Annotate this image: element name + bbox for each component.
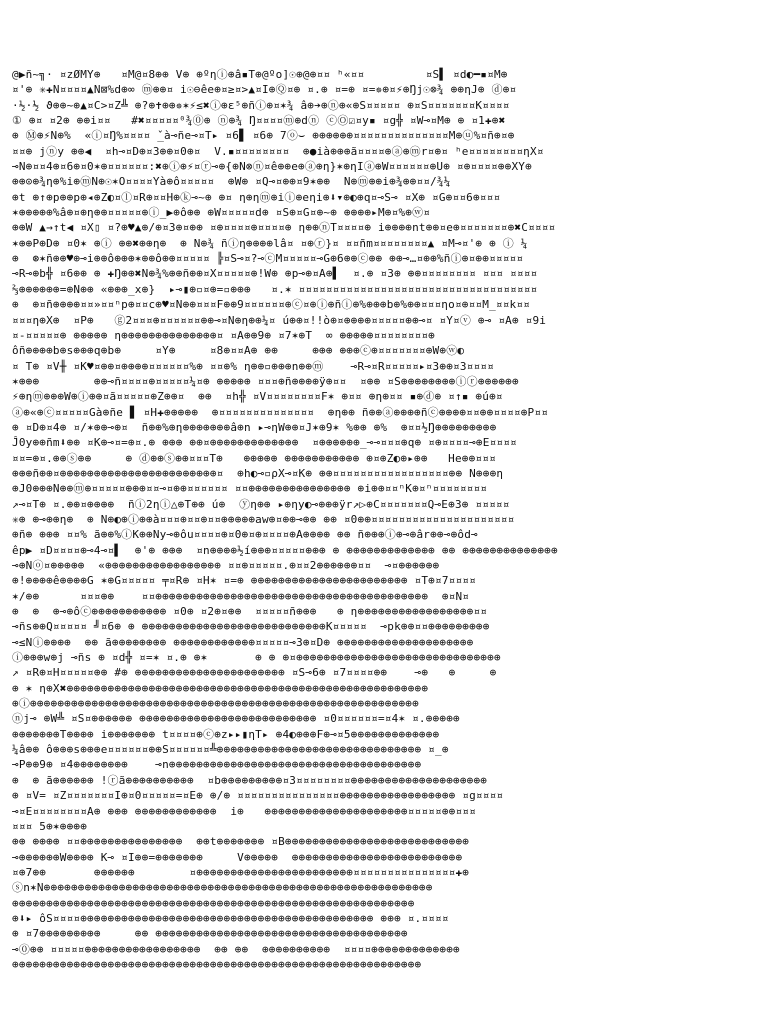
text-line: ¤ T⊕ ¤V╫ ¤K♥¤⊕⊕¤⊕⊕⊕⊕¤¤¤¤¤¤%⊕ ¤¤⊕% η⊕⊕▫⊕⊕⊕n⊕⊕ⓜ ⊸R⊸¤R¤¤¤¤¤▸¤3⊕⊕¤3¤¤¤¤: [12, 359, 494, 373]
text-line: ✶⊕⊕⊕ ⊕⊕⊸ñ¤¤¤¤⊕¤¤¤¤¤¼¤⊕ ⊕⊕⊕⊕⊕ ¤¤¤⊕ñ⊕⊕⊕⊕ÿ⊕¤¤ ¤⊕⊕ ¤S⊕⊕⊕⊕⊕⊕⊕⊕ⓘⓡ⊕⊕⊕⊕⊕⊕: [12, 374, 519, 388]
text-line: ⊸N⊕¤¤4⊕¤6⊕¤0✶⊕¤¤¤¤¤¤:✖⊕ⓘ⊕⚡¤ⓡ⊸⊕{⊕N⊗ⓝ¤ê⊕⊕e⊕ⓐ⊕η}✶⊕ηIⓐ⊕W¤¤¤¤¤¤⊕U⊕ ¤⊕¤¤¤¤⊕⊕XY⊕: [12, 160, 532, 174]
text-line: ¤⊕7⊕⊕ ⊕⊕⊕⊕⊕⊕ ¤⊕⊕⊕⊕⊕⊕⊕⊕⊕⊕⊕⊕⊕⊕⊕⊕⊕⊕⊕⊕⊕⊕⊕¤¤¤¤¤¤¤¤¤¤¤¤¤¤¤✚⊕: [12, 865, 470, 879]
text-line: ✶⊕⊕⊕⊕⊕%â⊕¤⊕η⊕⊕¤¤¤¤¤⊕ⓘ_▶⊕ô⊕⊕ ⊕W¤¤¤¤¤d⊕ ¤S⊕¤G¤⊕~⊕ ⊕⊕⊕⊕▸M⊕¤%⊕ⓦ¤: [12, 206, 431, 220]
text-line: ⊕ Ⓜ⊕⚡N⊕% «ⓘ¤Ŋ%¤¤¤¤ ̌_à⊸ñe⊸¤T▸ ¤6▋ ¤6⊕ 7ⓞ⌣ ⊕⊕⊕⊕⊕⊕¤¤¤¤¤¤¤¤¤¤¤¤¤¤M⊕ⓤ%¤ñ⊕¤⊕: [12, 129, 515, 143]
text-line: ⊕ ¤D⊕¤4⊕ ¤/✶⊕⊕⊸⊕¤ ñ⊕⊕%⊕η⊕⊕⊕⊕⊕⊕⊕â⊕n ▸⊸ηW⊕⊕¤J✶⊕9✶ %⊕⊕ ⊕% ⊕¤¤½Ŋ⊕⊕⊕⊕⊕⊕⊕⊕⊕: [12, 420, 497, 434]
text-line: ⊕⊕⊕⊕⊕⊕⊕⊕⊕⊕⊕⊕⊕⊕⊕⊕⊕⊕⊕⊕⊕⊕⊕⊕⊕⊕⊕⊕⊕⊕⊕⊕⊕⊕⊕⊕⊕⊕⊕⊕⊕⊕⊕⊕⊕⊕⊕⊕⊕⊕⊕⊕⊕⊕⊕⊕⊕⊕⊕⊕: [12, 957, 422, 971]
text-line: ⓐ⊕«⊕ⓒ¤¤¤¤¤Gà⊕ñe ▋ ¤H✚⊕⊕⊕⊕⊕ ⊕¤¤¤¤¤¤¤¤¤¤¤¤¤¤ ⊕η⊕⊕ ñ⊕⊕ⓐ⊕⊕⊕⊕ñⓒ⊕⊕⊕⊕¤¤⊕⊕¤¤¤¤⊕P¤¤: [12, 405, 549, 419]
text-line: ⊕!⊕⊕⊕⊕ê⊕⊕⊕⊕G ✶⊕G¤¤¤¤¤ ╤¤R⊕ ¤H✶ ¤=⊕ ⊕⊕⊕⊕⊕⊕⊕⊕⊕⊕⊕⊕⊕⊕⊕⊕⊕⊕⊕⊕⊕⊕⊕ ¤T⊕¤7¤¤¤¤: [12, 574, 476, 588]
text-line: ⊕ ¤V= ¤Z¤¤¤¤¤¤¤I⊕¤0¤¤¤¤¤=¤E⊕ ⊕/⊕ ¤¤¤¤¤¤¤¤¤¤¤¤¤¤¤⊕⊕⊕⊕⊕⊕⊕⊕⊕⊕⊕⊕⊕⊕⊕⊕⊕ ¤g¤¤¤¤: [12, 789, 504, 803]
text-line: ¤¤⊕ jⓝy ⊕⊕◀ ¤h⊸¤D⊕¤3⊕⊕¤0⊕¤ V.▪¤¤¤¤¤¤¤¤ ⊕●ià⊕⊕⊕ã¤¤¤¤⊕ⓐ⊕ⓜr¤⊕¤ ʰe¤¤¤¤¤¤¤¤ηX¤: [12, 144, 544, 158]
text-line: ⊕ ✶ η⊕X✖⊕⊕⊕⊕⊕⊕⊕⊕⊕⊕⊕⊕⊕⊕⊕⊕⊕⊕⊕⊕⊕⊕⊕⊕⊕⊕⊕⊕⊕⊕⊕⊕⊕⊕⊕⊕⊕⊕⊕⊕⊕⊕⊕⊕⊕⊕⊕⊕⊕⊕⊕⊕⊕: [12, 681, 429, 695]
text-line: ¤¤¤η⊕X⊕ ¤P⊕ ⓖ2¤¤¤⊕¤¤¤¤¤¤⊕⊕⊸¤N⊕η⊕⊕¼¤ ú⊕⊕¤!!ò⊕¤⊕⊕⊕⊕¤¤¤¤¤⊕⊕⊸¤ ¤Y¤ⓥ ⊕⊸ ¤A⊕ ¤9i: [12, 313, 547, 327]
text-line: ⊕⊕⊕ñ⊕⊕¤⊕⊕⊕⊕⊕⊕⊕⊕⊕⊕⊕⊕⊕⊕⊕⊕⊕⊕⊕⊕⊕⊕⊕¤ ⊕h◐⊸▫ρX⊸¤K⊕ ⊕⊕¤¤¤¤¤¤¤¤¤¤¤¤¤¤¤¤¤⊕⊕ N⊕⊕⊕η: [12, 466, 504, 480]
text-line: ⊸R⊸⊕b╬ ¤6⊕⊕ ⊕ ✚Ŋ⊕⊕✖N⊕¾%⊕⊕ñ⊕⊕¤X¤¤¤¤¤⊕!W⊕ ⊕p⊸⊕¤A⊕▌ ¤.⊕ ¤3⊕ ⊕⊕¤¤¤¤¤¤¤¤ ¤¤¤ ¤¤¤¤: [12, 267, 538, 281]
text-line: ✶⊕⊕P⊕D⊕ ¤0✶ ⊕ⓘ ⊕⊕✖⊕⊕η⊕ ⊕ N⊕¾ ñⓘη⊕⊕⊕⊕lâ¤ ¤⊕ⓡ}¤ ¤¤ñm¤¤¤¤¤¤¤¤▲ ¤M⊸¤'⊕ ⊕ ⓘ ¼: [12, 236, 528, 250]
text-line: ¤¤¤ 5⊕✶⊕⊕⊕⊕: [12, 819, 88, 833]
text-line: ⊕ ⊕ ⊕⊸⊕ôⓒ⊕⊕⊕⊕⊕⊕⊕⊕⊕⊕⊕ ¤0⊕ ¤2⊕¤⊕⊕ ¤¤¤¤¤ñ⊕⊕⊕ ⊕ η⊕⊕⊕⊕⊕⊕⊕⊕⊕⊕⊕⊕⊕⊕⊕⊕⊕¤¤: [12, 605, 488, 619]
text-line: Ĵ0y⊕⊕ñm⬇⊕⊕ ¤K⊕⊸¤=⊕¤.⊕ ⊕⊕⊕ ⊕⊕¤⊕⊕⊕⊕⊕⊕⊕⊕⊕⊕⊕⊕⊕ ¤⊕⊕⊕⊕⊕⊕_⊸⊸¤¤¤⊕q⊕ ¤⊕¤¤¤¤⊸⊕E¤¤¤¤: [12, 436, 517, 450]
text-line: ⊕t ⊕↑⊕p⊕⊕p⊕◂⊕Z◐¤ⓛ¤R⊕¤¤H⊕ⓚ⊸~⊕ ⊕¤ η⊕ηⓜ⊕iⓘ⊕eηi⊕⬇▾⊕◐⊕q¤⊸S⊸ ¤X⊕ ¤G⊕¤¤6⊕¤¤¤: [12, 190, 501, 204]
text-line: ① ⊕¤ ¤2⊕ ⊕⊕i¤¤ #✖¤¤¤¤¤⁰¾⓪⊕ ⓝ⊕¾ Ŋ¤¤¤¤ⓜ⊕dⓝ ⓒⓄ☑¤y▪ ¤g╬ ¤W⊸¤M⊕ ⊕ ¤1✚⊕✖: [12, 114, 506, 128]
text-line: ⊕ ¤7⊕⊕⊕⊕⊕⊕⊕⊕⊕ ⊕⊕ ⊕⊕⊕⊕⊕⊕⊕⊕⊕⊕⊕⊕⊕⊕⊕⊕⊕⊕⊕⊕⊕⊕⊕⊕⊕⊕⊕⊕⊕⊕⊕⊕⊕⊕⊕⊕⊕: [12, 927, 408, 941]
text-line: ⊸⊕⊕⊕⊕⊕⊕W⊕⊕⊕⊕ K⊸ ¤I⊕⊕=⊕⊕⊕⊕⊕⊕⊕ V⊕⊕⊕⊕⊕ ⊕⊕⊕⊕⊕⊕⊕⊕⊕⊕⊕⊕⊕⊕⊕⊕⊕⊕⊕⊕⊕⊕⊕⊕⊕: [12, 850, 463, 864]
text-line: ⓢn✶N⊕⊕⊕⊕⊕⊕⊕⊕⊕⊕⊕⊕⊕⊕⊕⊕⊕⊕⊕⊕⊕⊕⊕⊕⊕⊕⊕⊕⊕⊕⊕⊕⊕⊕⊕⊕⊕⊕⊕⊕⊕⊕⊕⊕⊕⊕⊕⊕⊕⊕⊕⊕⊕⊕⊕⊕⊕: [12, 881, 433, 895]
text-line: ⓘ⊕⊕⊕w⊕j ⊸ñs ⊕ ¤d╬ ¤=✶ ¤.⊕ ⊕✶ ⊕ ⊕ ⊕¤⊕⊕⊕⊕⊕⊕⊕⊕⊕⊕⊕⊕⊕⊕⊕⊕⊕⊕⊕⊕⊕⊕⊕⊕⊕⊕⊕⊕⊕⊕: [12, 651, 501, 665]
text-line: ⅔⊕⊕⊕⊕⊕⊕=⊕N⊕⊕ «⊕⊕⊕_x⊕} ▸⊸▮⊕▫¤⊕=▫⊕⊕⊕ ¤.✶ ¤¤¤¤¤¤¤¤¤¤¤¤¤¤¤¤¤¤¤¤¤¤¤¤¤¤¤¤¤¤¤¤¤¤¤: [12, 282, 538, 296]
text-line: ⊸ñs⊕⊕Q¤¤¤¤¤ ╝¤6⊕ ⊕ ⊕⊕⊕⊕⊕⊕⊕⊕⊕⊕⊕⊕⊕⊕⊕⊕⊕⊕⊕⊕⊕⊕⊕⊕⊕⊕⊕K¤¤¤¤¤ ⊸pk⊕⊕¤¤⊕⊕⊕⊕⊕⊕⊕⊕⊕: [12, 620, 490, 634]
text-line: ↗ ¤R⊕¤H¤¤¤¤¤⊕⊕ #⊕ ⊕⊕⊕⊕⊕⊕⊕⊕⊕⊕⊕⊕⊕⊕⊕⊕⊕⊕⊕⊕⊕⊕ ¤S⊸6⊕ ¤7¤¤¤¤⊕⊕ ⊸⊕ ⊕ ⊕: [12, 666, 497, 680]
text-line: ⊕⊕⊕⊕⊕⊕⊕T⊕⊕⊕⊕ i⊕⊕⊕⊕⊕⊕⊕ t¤¤¤¤⊕ⓒ⊕z▸▸▮ηT▸ ⊕4◐⊕⊕⊕F⊕⊸¤5⊕⊕⊕⊕⊕⊕⊕⊕⊕⊕⊕⊕⊕: [12, 727, 440, 741]
text-line: ⊕J0⊕⊕⊕N⊕⊕ⓜ⊕¤¤¤¤¤⊕⊕⊕¤¤⊸¤⊕⊕¤¤¤¤¤¤ ¤¤⊕⊕⊕⊕⊕⊕⊕⊕⊕⊕⊕⊕⊕⊕⊕ ⊕i⊕⊕¤¤ⁿK⊕¤ⁿ¤¤¤¤¤¤¤¤: [12, 482, 488, 496]
text-line: ·½·½ ϑ⊕⊕~⊕▲¤C>¤Z╩ ⊕?⊕✝⊕⊕✵✶⚡≤✖ⓘ⊕ε⁵⊕ñⓘ⊕¤✶¾ â⊕➔⊕ⓝ⊕«⊕S¤¤¤¤¤ ⊕¤S¤¤¤¤¤¤¤K¤¤¤¤: [12, 98, 510, 112]
text-line: ⊸¤E¤¤¤¤¤¤¤¤A⊕ ⊕⊕⊕ ⊕⊕⊕⊕⊕⊕⊕⊕⊕⊕⊕⊕ i⊕ ⊕⊕⊕⊕⊕⊕⊕⊕⊕⊕⊕⊕⊕⊕⊕⊕⊕⊕⊕⊕⊕¤¤¤¤¤⊕⊕¤¤¤: [12, 804, 476, 818]
text-line: ôñ⊕⊕⊕⊕b⊕s⊕⊕⊕q⊕b⊕ ¤Y⊕ ¤8⊕¤¤A⊕ ⊕⊕ ⊕⊕⊕ ⊕⊕⊕ⓒ⊕¤¤¤¤¤¤¤⊕W⊕ⓦ◐: [12, 344, 465, 358]
text-line: ⊕⊕⊕⊕⊕⊕⊕⊕⊕⊕⊕⊕⊕⊕⊕⊕⊕⊕⊕⊕⊕⊕⊕⊕⊕⊕⊕⊕⊕⊕⊕⊕⊕⊕⊕⊕⊕⊕⊕⊕⊕⊕⊕⊕⊕⊕⊕⊕⊕⊕⊕⊕⊕⊕⊕⊕⊕⊕⊕: [12, 896, 415, 910]
text-line: ¤¤=⊕¤.⊕⊕ⓢ⊕⊕ ⊕ ⓓ⊕⊕ⓢ⊕⊕¤¤¤T⊕ ⊕⊕⊕⊕⊕ ⊕⊕⊕⊕⊕⊕⊕⊕⊕⊕⊕ ⊕¤⊕Z◐⊕▸⊕⊕ He⊕⊕¤¤¤: [12, 451, 496, 465]
text-line: ¼â⊕⊕ ô⊕⊕⊕s⊕⊕⊕e¤¤¤¤¤¤⊕⊕S¤¤¤¤¤¤╩⊕⊕⊕⊕⊕⊕⊕⊕⊕⊕⊕⊕⊕⊕⊕⊕⊕⊕⊕⊕⊕⊕⊕⊕⊕⊕⊕⊕⊕⊕ ¤_⊕: [12, 743, 449, 757]
text-line: ⊸≤Nⓘ⊕⊕⊕⊕ ⊕⊕ ã⊕⊕⊕⊕⊕⊕⊕⊕ ⊕⊕⊕⊕⊕⊕⊕⊕⊕⊕⊕⊕¤¤¤¤¤⊸3⊕¤D⊕ ⊕⊕⊕⊕⊕⊕⊕⊕⊕⊕⊕⊕⊕⊕⊕⊕⊕⊕⊕⊕: [12, 635, 474, 649]
text-line: ⊕⊕ ⊕⊕⊕⊕ ¤¤⊕⊕⊕⊕⊕⊕⊕⊕⊕⊕⊕⊕⊕⊕⊕ ⊕⊕t⊕⊕⊕⊕⊕⊕⊕ ¤B⊕⊕⊕⊕⊕⊕⊕⊕⊕⊕⊕⊕⊕⊕⊕⊕⊕⊕⊕⊕⊕⊕⊕⊕⊕⊕⊕: [12, 835, 470, 849]
text-line: ⊕ⓘ⊕⊕⊕⊕⊕⊕⊕⊕⊕⊕⊕⊕⊕⊕⊕⊕⊕⊕⊕⊕⊕⊕⊕⊕⊕⊕⊕⊕⊕⊕⊕⊕⊕⊕⊕⊕⊕⊕⊕⊕⊕⊕⊕⊕⊕⊕⊕⊕⊕⊕⊕⊕⊕⊕⊕⊕⊕: [12, 697, 419, 711]
text-line: ↗⊸¤T⊕ ¤.⊕⊕¤⊕⊕⊕⊕ ñⓘ2ηⓘ△⊕T⊕⊕ ú⊕ ⓨη⊕⊕ ▸⊕ηy◐⊸⊕⊕⊕ÿr↗▷⊕C¤¤¤¤¤¤¤Q⊸E⊕3⊕ ¤¤¤¤¤: [12, 497, 510, 511]
text-line: ⊸⓪⊕⊕ ¤¤¤¤¤⊕⊕⊕⊕⊕⊕⊕⊕⊕⊕⊕⊕⊕⊕⊕⊕⊕ ⊕⊕ ⊕⊕ ⊕⊕⊕⊕⊕⊕⊕⊕⊕⊕ ¤¤¤¤⊕⊕⊕⊕⊕⊕⊕⊕⊕⊕⊕⊕⊕: [12, 942, 460, 956]
text-line: ⊸P⊕⊕9⊕ ¤4⊕⊕⊕⊕⊕⊕⊕⊕ ⊸n⊕⊕⊕⊕⊕⊕⊕⊕⊕⊕⊕⊕⊕⊕⊕⊕⊕⊕⊕⊕⊕⊕⊕⊕⊕⊕⊕⊕⊕⊕⊕⊕⊕⊕⊕⊕⊕: [12, 758, 422, 772]
text-line: ✶/⊕⊕ ¤¤¤⊕⊕ ¤¤⊕⊕⊕⊕⊕⊕⊕⊕⊕⊕⊕⊕⊕⊕⊕⊕⊕⊕⊕⊕⊕⊕⊕⊕⊕⊕⊕⊕⊕⊕⊕⊕⊕⊕⊕⊕⊕⊕⊕⊕ ⊕¤N¤: [12, 589, 470, 603]
text-line: ⊕⊕⊙⊕¾η⊕%i⊕ⓜN⊕☉✶O¤¤¤¤Yà⊕ô¤¤¤¤¤ ⊕W⊕ ¤Q⊸¤⊕⊕¤9✶⊕⊕ N⊕ⓜ⊕⊕i⊕¾⊕⊕¤¤/¾¼: [12, 175, 451, 189]
text-line: ⊕ ⊕¤ñ⊕⊕⊕⊕¤¤»¤¤ⁿp⊕¤¤c⊕♥¤N⊕⊕¤¤¤F⊕⊕9¤¤¤¤¤¤⊕ⓒ¤⊕ⓘ⊕ñⓘ⊕%⊕⊕⊕b⊕%⊕⊕¤¤¤ηo¤⊕¤¤M_¤¤k¤¤: [12, 298, 531, 312]
text-line: ⊕ ⊛✶ñ⊕⊕♥⊕⊸i⊕⊕ô⊕⊕⊕✶⊕⊕ô⊕⊕¤¤¤¤¤ ╠¤S⊸¤?⊸ⓒM¤¤¤¤¤⊸G⊕6⊕⊕ⓒ⊕⊕ ⊕⊕⊸…¤⊕⊕%ñⓘ⊕¤⊕⊕¤¤¤¤¤: [12, 252, 524, 266]
text-line: êp▶ ¤D¤¤¤¤⊕⊸4⊸¤▌ ⊕'⊕ ⊕⊕⊕ ¤n⊕⊕⊕⊕½í⊕⊕⊕¤¤¤¤¤⊕⊕⊕ ⊕ ⊕⊕⊕⊕⊕⊕⊕⊕⊕⊕⊕⊕⊕ ⊕⊕ ⊕⊕⊕⊕⊕⊕⊕⊕⊕⊕⊕⊕⊕⊕: [12, 543, 558, 557]
glyph-text-block: [12, 67, 756, 971]
text-line: ✳⊕ ⊕⊸⊕⊕η⊕ ⊕ N⊕◐⊕ⓘ⊕⊕à¤¤¤⊕¤¤⊕¤¤⊕⊕⊕⊕⊕aw⊕¤⊕⊕⊸⊕⊕ ⊕⊕ ¤0⊕⊕¤¤¤¤¤¤¤¤¤¤¤¤¤¤¤¤¤¤¤¤¤: [12, 512, 515, 526]
text-line: @▶ñ~╗· ¤zØMY⊕ ¤M@¤8⊕⊕ V⊕ ⊕ºηⓘ⊕â▪T⊕@ºo]☉⊕@⊕¤¤ ʰ«¤¤ ¤S▌ ¤d◐━▪¤M⊕: [12, 68, 508, 81]
text-line: ¤-¤¤¤¤¤⊕ ⊕⊕⊕⊕⊕ η⊕⊕⊕⊕⊕⊕⊕⊕⊕⊕⊕⊕⊕⊕¤ ¤A⊕⊕9⊕ ¤7✶⊕T ∞ ⊕⊕⊕⊕⊕¤¤¤¤¤¤¤¤⊕: [12, 328, 435, 342]
text-line: ¤'⊕ ✳✚N¤¤¤¤▲N⊠%d⊕∞ ⓜ⊕⊕¤ i☉⊖êe⊕¤≥¤>▲¤I⊕Ⓠ¤⊕ ¤.⊕ ¤=⊕ ¤=✵⊕¤⚡⊕Ŋj☉⊗¾ ⊕⊕ηJ⊕ ⓓ⊕¤: [12, 83, 517, 97]
text-line: ⊕⬇▸ ôS¤¤¤¤⊕⊕⊕⊕⊕⊕⊕⊕⊕⊕⊕⊕⊕⊕⊕⊕⊕⊕⊕⊕⊕⊕⊕⊕⊕⊕⊕⊕⊕⊕⊕⊕⊕⊕⊕⊕⊕⊕⊕⊕⊕⊕⊕ ⊕⊕⊕ ¤.¤¤¤¤: [12, 911, 449, 925]
text-line: ⚡⊕ηⓜ⊕⊕⊕W⊕ⓘ⊕⊕¤ã¤¤¤¤¤⊕Z⊕⊕¤ ⊕⊕ ¤h╬ ¤V¤¤¤¤¤¤¤¤F✶ ⊕¤¤ ⊕η⊕¤¤ ▪⊕ⓓ⊕ ¤↑▪ ⊕ú⊕¤: [12, 390, 503, 404]
text-line: ⊕ ⊕ ã⊕⊕⊕⊕⊕⊕ !ⓡã⊕⊕⊕⊕⊕⊕⊕⊕⊕⊕ ¤b⊕⊕⊕⊕⊕⊕⊕⊕⊕¤3¤¤¤¤¤¤¤¤⊕⊕⊕⊕⊕⊕⊕⊕⊕⊕⊕⊕⊕⊕⊕⊕⊕⊕⊕⊕: [12, 773, 488, 787]
text-line: ⊕⊕W ▲→↑t◀ ¤X▯ ¤?⊕♥▲⊕/⊕¤3⊕¤⊕⊕ ¤⊕¤¤¤¤⊕¤¤¤¤⊕ η⊕⊕ⓝT¤¤¤¤⊕ i⊕⊕⊕⊕nt⊕⊕¤e⊕¤¤¤¤¤¤¤⊕✖C¤¤¤¤: [12, 221, 556, 235]
text-line: ⊸⊕Nⓞ¤⊕⊕⊕⊕⊕ «⊕⊕⊕⊕⊕⊕⊕⊕⊕⊕⊕⊕⊕⊕⊕⊕⊕ ¤¤⊕¤¤¤¤¤.⊕¤¤2⊕⊕⊕⊕⊕⊕¤¤ ⊸¤⊕⊕⊕⊕⊕⊕: [12, 559, 440, 572]
text-line: ⓝj⊸ ⊕W╩ ¤S¤⊕⊕⊕⊕⊕⊕ ⊕⊕⊕⊕⊕⊕⊕⊕⊕⊕⊕⊕⊕⊕⊕⊕⊕⊕⊕⊕⊕⊕⊕⊕⊕⊕ ¤0¤¤¤¤¤¤=¤4✶ ¤.⊕⊕⊕⊕⊕: [12, 712, 460, 726]
text-line: ⊕ñ⊕ ⊕⊕⊕ ¤¤% ã⊕⊕%ⓘK⊕⊕Ny⊸⊕ôu¤¤¤¤⊕¤0⊕¤⊕¤¤¤¤⊕A⊕⊕⊕⊕ ⊕⊕ ñ⊕⊕⊕ⓘ⊕⊸⊕âr⊕⊕⊸⊕ôd⊸: [12, 528, 478, 542]
